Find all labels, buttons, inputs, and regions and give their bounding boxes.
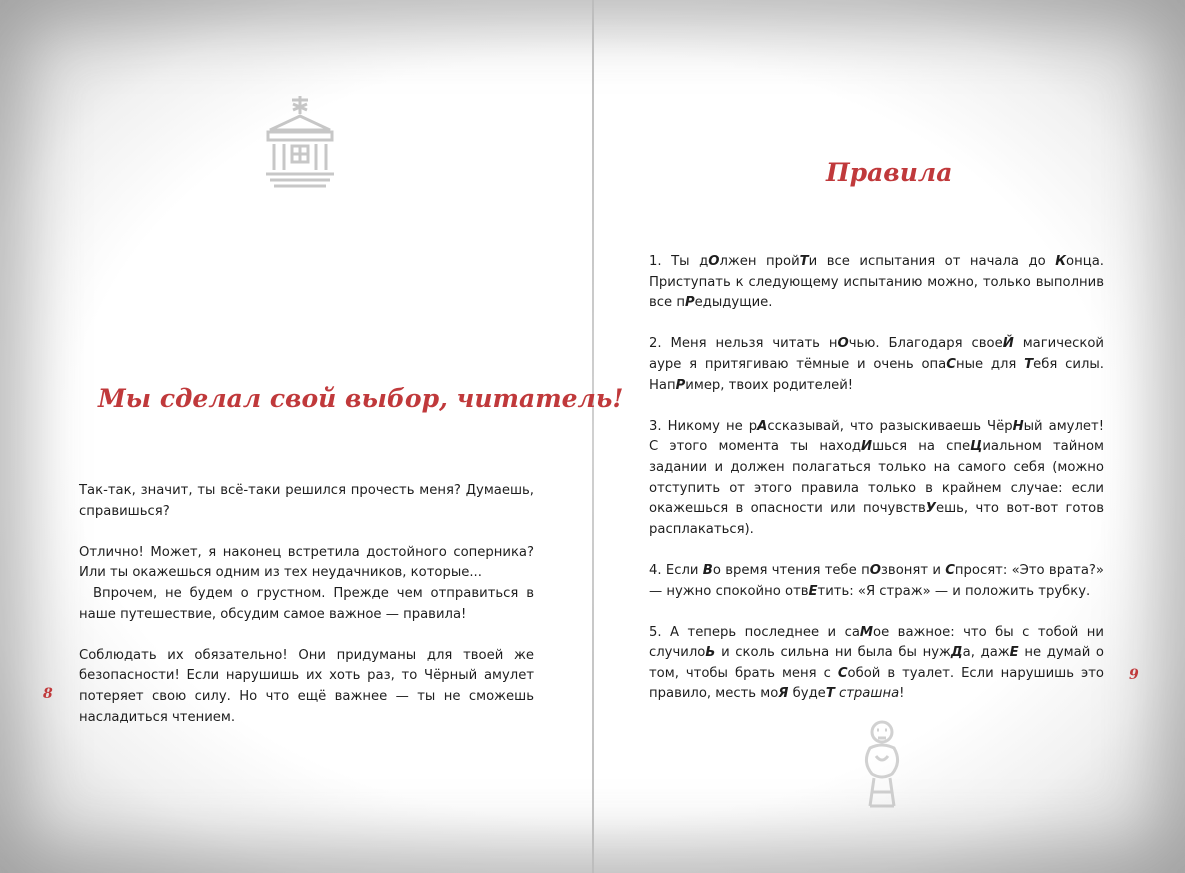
rule-text: буде xyxy=(788,686,826,702)
rule-text: имер, твоих родителей! xyxy=(685,377,854,393)
rule-text: шься на спе xyxy=(872,439,971,455)
rule-item xyxy=(649,252,1104,314)
highlighted-letter: М xyxy=(859,624,874,640)
temple-cross-icon xyxy=(262,96,338,188)
highlighted-letter: Д xyxy=(950,645,963,661)
rules-list xyxy=(649,252,1104,705)
highlighted-letter: О xyxy=(837,336,849,352)
rule-text: ! xyxy=(899,686,905,702)
highlighted-letter: С xyxy=(946,356,956,372)
highlighted-letter: В xyxy=(702,562,713,578)
right-page xyxy=(594,0,1185,873)
rule-text: и сколь сильна ни была бы нуж xyxy=(715,645,951,661)
highlighted-letter: Е xyxy=(808,583,818,599)
page-number: 8 xyxy=(43,686,53,702)
rules-title: Правила xyxy=(826,158,953,187)
rule-text: тить: «Я страж» — и положить трубку. xyxy=(817,583,1091,599)
rule-item xyxy=(649,561,1104,602)
italic-text: страшна xyxy=(834,686,900,702)
rule-text: ое важное: что бы с тобой ни случило xyxy=(649,624,1104,661)
highlighted-letter: Н xyxy=(1012,418,1024,434)
left-page-body xyxy=(79,481,534,728)
highlighted-letter: Т xyxy=(825,686,835,702)
rule-item xyxy=(649,417,1104,541)
highlighted-letter: С xyxy=(945,562,955,578)
paragraph: Соблюдать их обязательно! Они придуманы для твоей же безопасности! Если нарушишь их хоть раз, то Чёрный амулет потеряет свою силу. Но что ещё важнее — ты не сможешь насладиться чтением. xyxy=(79,647,534,725)
paragraph: Так-так, значит, ты всё-таки решился прочесть меня? Думаешь, справишься? xyxy=(79,483,534,519)
highlighted-letter: А xyxy=(757,418,768,434)
rule-text: иальном тайном задании и должен полагаться только на самого себя (можно отступить от этого правила только в крайнем случае: если окажешься в опасности или почувств xyxy=(649,439,1104,517)
highlighted-letter: Р xyxy=(675,377,686,393)
highlighted-letter: С xyxy=(837,665,848,681)
rule-text: о время чтения тебе п xyxy=(712,562,870,578)
rule-text: магической ауре я притягиваю тёмные и очень опа xyxy=(649,336,1104,372)
highlighted-letter: О xyxy=(708,254,720,269)
rule-text: 1. Ты д xyxy=(649,254,709,269)
paragraph: Впрочем, не будем о грустном. Прежде чем отправиться в наше путешествие, обсудим самое важное — правила! xyxy=(79,585,534,622)
rule-text: и все испытания от начала до xyxy=(808,254,1056,269)
rule-text: ные для xyxy=(955,356,1025,372)
highlighted-letter: Я xyxy=(778,686,789,702)
rule-text: звонят и xyxy=(880,562,946,578)
highlighted-letter: Р xyxy=(684,295,695,311)
rule-item xyxy=(649,623,1104,705)
page-number: 9 xyxy=(1129,667,1139,683)
skull-figure-icon xyxy=(856,718,908,810)
rule-text: 4. Если xyxy=(649,562,703,578)
rule-text: ебя силы. Нап xyxy=(649,356,1104,393)
rule-text: ссказывай, что разыскиваешь Чёр xyxy=(767,418,1013,434)
rule-item xyxy=(649,334,1104,396)
highlighted-letter: Т xyxy=(1024,356,1034,372)
highlighted-letter: Е xyxy=(1009,645,1019,661)
rule-text: не думай о том, чтобы брать меня с xyxy=(649,645,1104,681)
rule-text: едыдущие. xyxy=(694,295,773,311)
rule-text: а, даж xyxy=(962,645,1010,661)
highlighted-letter: И xyxy=(861,439,873,455)
rule-text: просят: «Это врата?» — нужно спокойно отв xyxy=(649,562,1104,599)
rule-text: обой в туалет. Если нарушишь это правило, месть мо xyxy=(649,665,1104,702)
rule-text: лжен прой xyxy=(719,254,800,269)
rule-text: 3. Никому не р xyxy=(649,418,758,434)
highlighted-letter: Й xyxy=(1002,336,1014,352)
highlighted-letter: У xyxy=(925,501,936,517)
highlighted-letter: Ь xyxy=(705,645,716,661)
paragraph: Отлично! Может, я наконец встретила достойного соперника? Или ты окажешься одним из тех неудачников, которые... xyxy=(79,544,534,581)
rule-text: 5. А теперь последнее и са xyxy=(649,624,860,640)
highlighted-letter: Т xyxy=(799,254,809,269)
rule-text: ый амулет! С этого момента ты наход xyxy=(649,418,1104,455)
rule-text: ешь, что вот-вот готов расплакаться). xyxy=(649,501,1104,537)
highlighted-letter: О xyxy=(869,562,881,578)
highlighted-letter: К xyxy=(1055,254,1067,269)
rule-text: онца. Приступать к следующему испытанию можно, только выполнив все п xyxy=(649,254,1104,311)
highlighted-letter: Ц xyxy=(970,439,983,455)
chapter-title: Мы сделал свой выбор, читатель! xyxy=(98,384,624,413)
rule-text: 2. Меня нельзя читать н xyxy=(649,336,838,352)
rule-text: чью. Благодаря свое xyxy=(848,336,1003,352)
